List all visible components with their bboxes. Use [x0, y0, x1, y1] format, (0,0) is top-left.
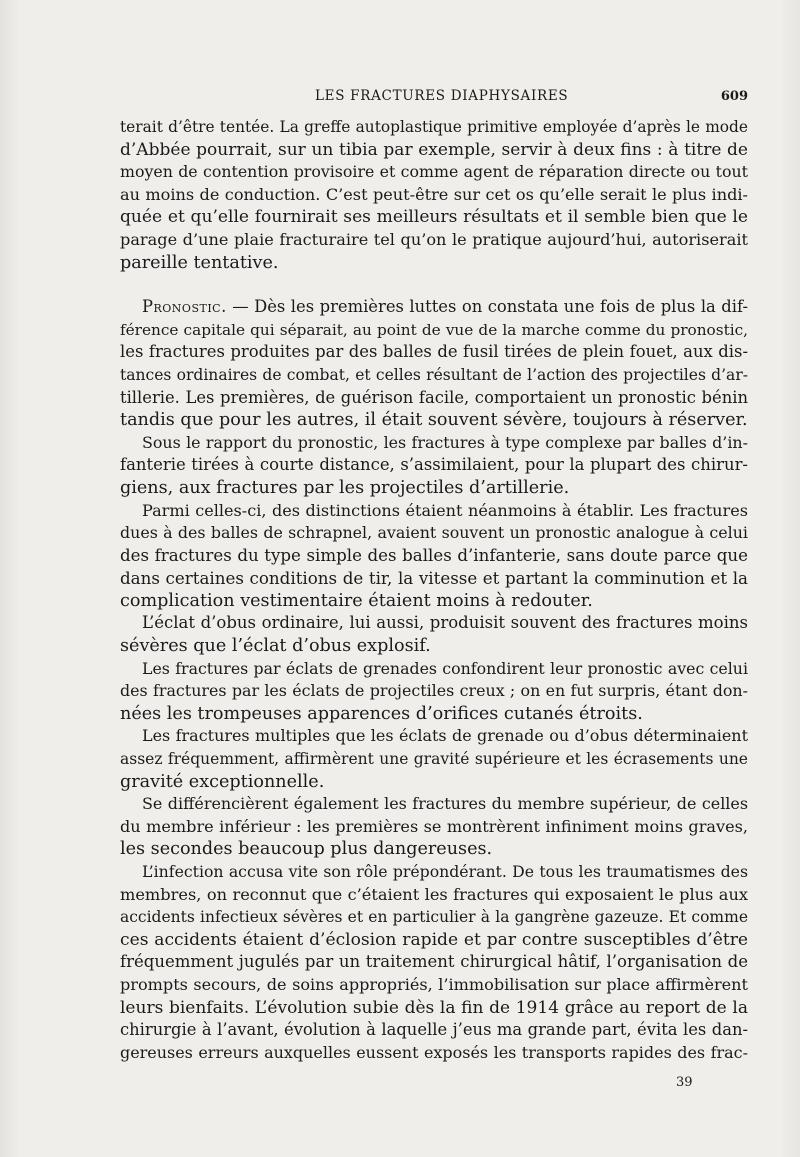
text-line: terait d’être tentée. La greffe autoplastique primitive employée d’après le mode	[120, 118, 748, 136]
text-line: assez fréquemment, affirmèrent une gravité supérieure et les écrasements une	[120, 750, 748, 769]
text-line: moyen de contention provisoire et comme agent de réparation directe ou tout	[120, 162, 748, 182]
section-heading: Pronostic.	[142, 297, 227, 317]
text-line: pareille tentative.	[120, 252, 279, 273]
running-head: LES FRACTURES DIAPHYSAIRES	[315, 88, 569, 104]
text-line: sévères que l’éclat d’obus explosif.	[120, 636, 431, 657]
text-line: du membre inférieur : les premières se montrèrent infiniment moins graves,	[120, 816, 748, 836]
signature-mark: 39	[676, 1075, 693, 1090]
text-line: Les fractures par éclats de grenades confondirent leur pronostic avec celui	[142, 658, 748, 678]
paragraph-8	[120, 793, 748, 861]
paragraph-gap	[120, 274, 748, 296]
text-line: chirurgie à l’avant, évolution à laquelle j’eus ma grande part, évita les dan-	[120, 1020, 748, 1040]
text-line: accidents infectieux sévères et en particulier à la gangrène gazeuze. Et comme	[120, 908, 748, 927]
paragraph-9	[120, 861, 748, 1064]
text-line: giens, aux fractures par les projectiles d’artillerie.	[120, 477, 570, 498]
text-line: fanterie tirées à courte distance, s’assimilaient, pour la plupart des chirur-	[120, 455, 748, 475]
text-line: dues à des balles de schrapnel, avaient souvent un pronostic analogue à celui	[120, 523, 748, 543]
text-line: Parmi celles-ci, des distinctions étaient néanmoins à établir. Les fractures	[142, 500, 748, 520]
text-line: membres, on reconnut que c’étaient les fractures qui exposaient le plus aux	[120, 884, 748, 904]
text-line: Sous le rapport du pronostic, les fractures à type complexe par balles d’in-	[142, 432, 748, 452]
text-line: fréquemment jugulés par un traitement chirurgical hâtif, l’organisation de	[120, 952, 748, 972]
text-line: gravité exceptionnelle.	[120, 771, 325, 792]
text-line: nées les trompeuses apparences d’orifices cutanés étroits.	[120, 703, 643, 724]
text-line: quée et qu’elle fournirait ses meilleurs résultats et il semble bien que le	[120, 207, 748, 228]
text-line: L’infection accusa vite son rôle prépondérant. De tous les traumatismes des	[142, 862, 748, 881]
paragraph-1	[120, 116, 748, 274]
paragraph-5	[120, 612, 748, 657]
text-line: les secondes beaucoup plus dangereuses.	[120, 839, 493, 860]
paragraph-4	[120, 500, 748, 613]
page-header	[120, 88, 748, 110]
text-line	[120, 296, 748, 319]
body-text	[120, 116, 748, 1064]
paragraph-7	[120, 725, 748, 793]
text-line: dans certaines conditions de tir, la vitesse et partant la comminution et la	[120, 568, 748, 589]
text-line: tillerie. Les premières, de guérison facile, comportaient un pronostic bénin	[120, 387, 748, 407]
text-line: des fractures du type simple des balles d’infanterie, sans doute parce que	[120, 545, 748, 565]
text-line: d’Abbée pourrait, sur un tibia par exemple, servir à deux fins : à titre de	[120, 139, 748, 160]
text-line: au moins de conduction. C’est peut-être sur cet os qu’elle serait le plus indi-	[120, 184, 748, 204]
text-line: gereuses erreurs auxquelles eussent exposés les transports rapides des frac-	[120, 1042, 748, 1062]
text-line: prompts secours, de soins appropriés, l’immobilisation sur place affirmèrent	[120, 974, 748, 994]
paragraph-pronostic	[120, 296, 748, 432]
text-line: ces accidents étaient d’éclosion rapide et par contre susceptibles d’être	[120, 929, 748, 950]
text-line: leurs bienfaits. L’évolution subie dès la fin de 1914 grâce au report de la	[120, 997, 748, 1018]
text-line: tandis que pour les autres, il était souvent sévère, toujours à réserver.	[120, 410, 748, 431]
text-line: complication vestimentaire étaient moins à redouter.	[120, 590, 593, 611]
page-number: 609	[720, 89, 748, 104]
text-line: parage d’une plaie fracturaire tel qu’on le pratique aujourd’hui, autoriserait	[120, 229, 748, 249]
text-run: — Dès les premières luttes on constata une fois de plus la dif-	[226, 297, 748, 317]
text-line: L’éclat d’obus ordinaire, lui aussi, produisit souvent des fractures moins	[142, 613, 748, 633]
text-line: férence capitale qui séparait, au point de vue de la marche comme du pronostic,	[120, 320, 748, 339]
text-line: Les fractures multiples que les éclats de grenade ou d’obus déterminaient	[142, 726, 748, 746]
text-line: tances ordinaires de combat, et celles résultant de l’action des projectiles d’ar-	[120, 365, 748, 384]
paragraph-3	[120, 432, 748, 500]
text-line: des fractures par les éclats de projectiles creux ; on en fut surpris, étant don-	[120, 681, 748, 701]
text-line: Se différencièrent également les fractures du membre supérieur, de celles	[142, 794, 748, 814]
paragraph-6	[120, 658, 748, 726]
text-line: les fractures produites par des balles de fusil tirées de plein fouet, aux dis-	[120, 342, 748, 362]
